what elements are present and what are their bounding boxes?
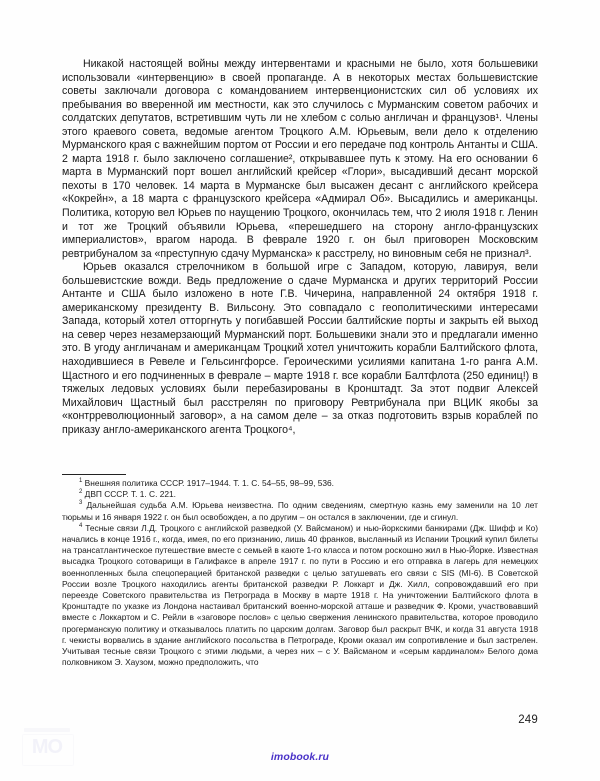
body-paragraph-1: Никакой настоящей войны между интервентами и красными не было, хотя большевики использовали «интервенцию» в своей пропаганде. А в некоторых местах большевистские советы заключали договора с командованием интервенционистских сил об условиях их пребывания во вверенной им местности, как это случилось с Мурманским советом рабочих и солдатских депутатов, встретившим чуть ли не хлебом с солью англичан и французов¹. Члены этого краевого совета, ведомые агентом Троцкого А.М. Юрьевым, вели дело к отделению Мурманского края с важнейшим портом от России и его передаче под контроль Антанты и США. 2 марта 1918 г. было заключено соглашение², открывавшее путь к этому. На его основании 6 марта в Мурманский порт вошел английский крейсер «Глори», высадивший десант морской пехоты в 170 человек. 14 марта в Мурманске был высажен десант с английского крейсера «Кокрейн», а 18 марта с французского крейсера «Адмирал Об». Высадились и американцы. Политика, которую вел Юрьев по наущению Троцкого, окончилась тем, что 2 июля 1918 г. Ленин и тот же Троцкий объявили Юрьева, «перешедшего на сторону англо-французских империалистов», врагом народа. В феврале 1920 г. он был приговорен Московским ревтрибуналом за «преступную сдачу Мурманска» к расстрелу, но виновным себя не признал³. [62, 58, 538, 260]
footnote-item-2 [62, 489, 538, 500]
site-link[interactable]: imobook.ru [270, 751, 330, 763]
footnotes-block [62, 474, 538, 668]
body-paragraph-2: Юрьев оказался стрелочником в большой игре с Западом, которую, лавируя, вели большевистские вожди. Ведь предложение о сдаче Мурманска и других территорий России Антанте и США было изложено в ноте Г.В. Чичерина, направленной 24 октября 1918 г. американскому президенту В. Вильсону. Это совпадало с геополитическими интересами Запада, который хотел отторгнуть у погибавшей России балтийские порты и закрыть ей выход на север через незамерзающий Мурманский порт. Большевики знали это и предлагали именно это. В угоду англичанам и американцам Троцкий хотел уничтожить корабли Балтийского флота, находившиеся в Ревеле и Гельсингфорсе. Героическими усилиями капитана 1-го ранга А.М. Щастного и его подчиненных в феврале – марте 1918 г. все корабли Балтфлота (250 единиц!) в тяжелых ледовых условиях были перебазированы в Кронштадт. За этот подвиг Алексей Михайлович Щастный был расстрелян по приговору Ревтрибунала при ВЦИК якобы за «контрреволюционный заговор», а на самом деле – за отказ подготовить взрыв кораблей по приказу англо-американского агента Троцкого⁴, [62, 261, 538, 436]
footnote-item-4 [62, 523, 538, 669]
footnote-marker-1: 1 [79, 478, 83, 485]
footnote-marker-2: 2 [79, 489, 83, 496]
footnote-marker-3: 3 [79, 500, 83, 507]
page-number: 249 [518, 714, 538, 726]
body-text-block [62, 58, 538, 437]
footnote-text-1: Внешняя политика СССР. 1917–1944. Т. 1. С. 54–55, 98–99, 536. [84, 478, 334, 488]
footnote-separator-rule [62, 474, 126, 475]
footnote-item-3 [62, 500, 538, 522]
footnote-text-2: ДВП СССР. Т. 1. С. 221. [84, 489, 176, 500]
footnote-text-4: Тесные связи Л.Д. Троцкого с английской разведкой (У. Вайсманом) и нью-йоркскими банкирами (Дж. Шифф и Ко) начались в конце 1916 г., когда, имея, по его признанию, лишь 40 франков, высланный из Испании Троцкий купил билеты на трансатлантическое путешествие вместе с семьей в каюте 1-го класса и потом роскошно жил в Нью-Йорке. Известная высадка Троцкого сотоварищи в Галифаксе в апреле 1917 г. по пути в Россию и его отправка в лагерь для немецких военнопленных была спецоперацией британской разведки с целью затушевать его связи с SIS (MI-6). В Советской России возле Троцкого находились агенты британской разведки Р. Локкарт и Дж. Хилл, сопровождавший его при переезде Советского правительства из Петрограда в Москву в марте 1918 г. На уничтожении Балтийского флота в Кронштадте по указке из Лондона настаивал британский военно-морской атташе и разведчик Ф. Кроми, участвовавший вместе с Локкартом и С. Рейли в «заговоре послов» с целью свержения ленинского правительства, которое проводило прогерманскую политику и отказывалось платить по царским долгам. Заговор был раскрыт ВЧК, и когда 31 августа 1918 г. чекисты ворвались в здание английского посольства в Петрограде, Кроми оказал им сопротивление и был застрелен. Учитывая тесные связи Троцкого с этими людьми, а через них – с У. Вайсманом и «серым кардиналом» Белого дома полковником Э. Хаузом, можно предположить, что [62, 522, 538, 668]
watermark-text: МО [31, 736, 63, 758]
footnote-item-1 [62, 478, 538, 489]
footnote-text-3: Дальнейшая судьба А.М. Юрьева неизвестна. По одним сведениям, смертную казнь ему заменили на 10 лет тюрьмы и 16 января 1922 г. он был освобожден, а по другим – он остался в заключении, где и сгинул. [62, 500, 538, 522]
watermark-bar [24, 728, 70, 732]
footnote-marker-4: 4 [79, 523, 83, 530]
